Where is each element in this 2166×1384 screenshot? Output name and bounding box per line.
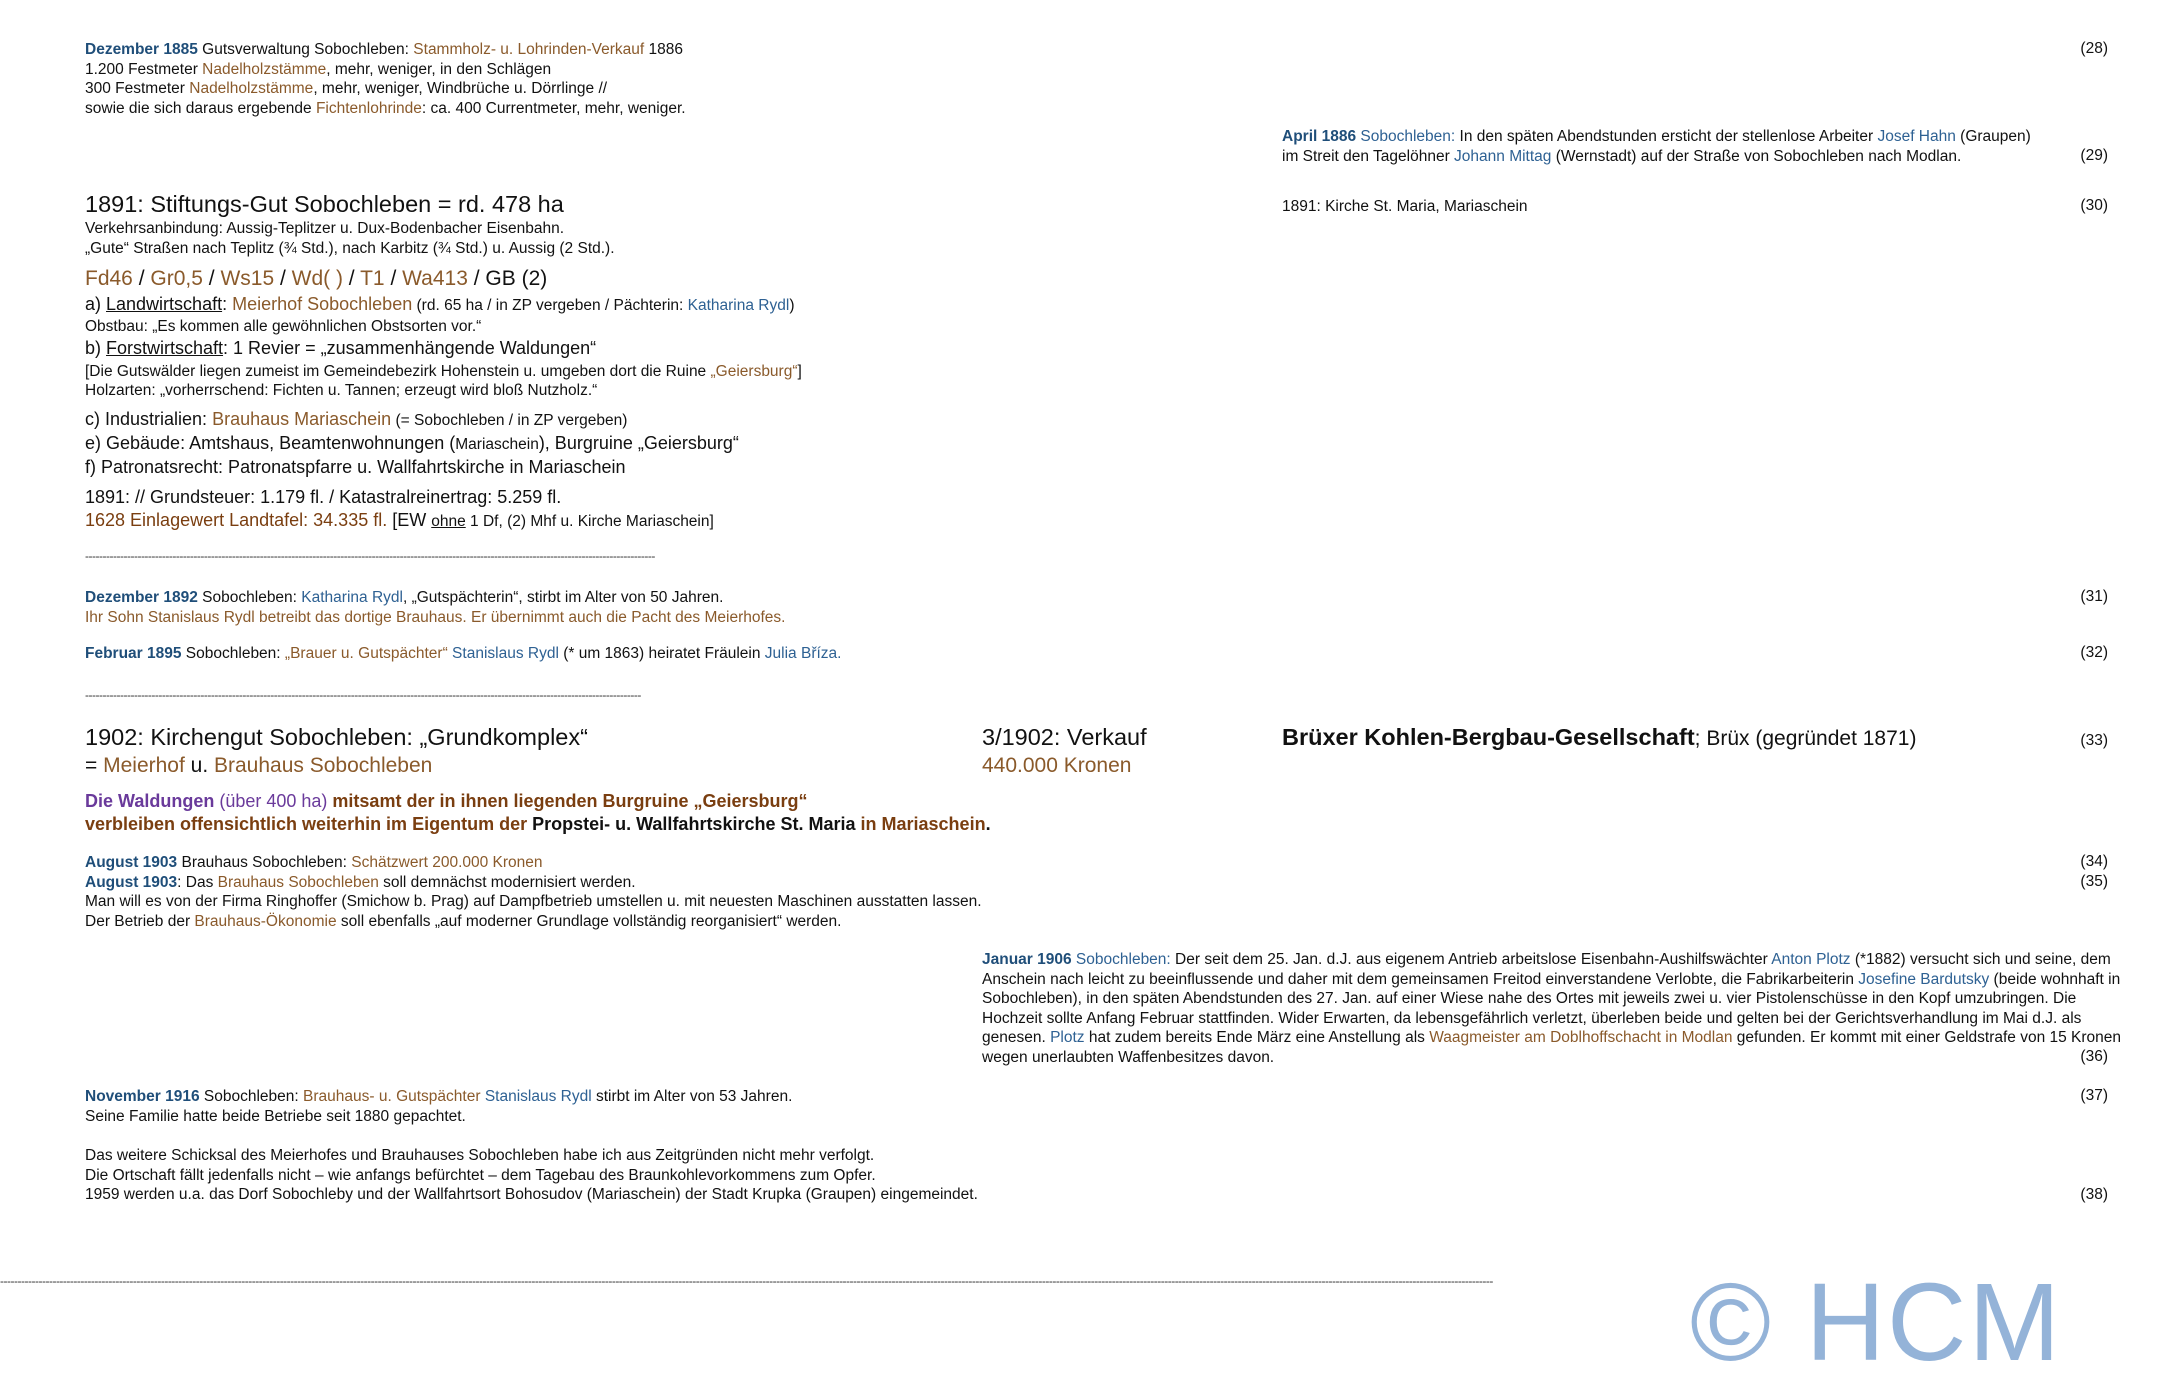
entry-highlight: Waagmeister am Doblhoffschacht in Modlan — [1429, 1029, 1733, 1046]
entry-38 — [85, 1146, 978, 1205]
entry-highlight: Ihr Sohn Stanislaus Rydl betreibt das dortige Brauhaus. Er übernimmt auch die Pacht des Meierhofes. — [85, 608, 786, 626]
code-gb: GB (2) — [485, 267, 548, 290]
entry-person: Josefine Bardutsky — [1858, 970, 1990, 988]
entry-32 — [85, 644, 841, 664]
entry-highlight: Brauhaus Sobochleben — [217, 873, 379, 891]
item-text: e) Gebäude: Amtshaus, Beamtenwohnungen ( — [85, 432, 456, 453]
entry-text: (*1882) versucht sich und seine, dem Anschein nach leicht zu beeinflussende und daher mit dem gemeinsamen Freitod einverstandene Verlobte, die Fabrikarbeiterin — [982, 951, 2111, 988]
entry-text: Seine Familie hatte beide Betriebe seit 1880 gepachtet. — [85, 1107, 466, 1125]
entry-number: (31) — [2080, 588, 2108, 605]
entry-text: sowie die sich daraus ergebende — [85, 99, 316, 117]
item-text: (= Sobochleben / in ZP vergeben) — [391, 411, 628, 429]
entry-29 — [1282, 127, 2031, 166]
entry-date: Dezember 1885 — [85, 41, 198, 58]
entry-number: (33) — [2080, 732, 2108, 749]
code-sep: / — [384, 267, 403, 290]
entry-highlight: Brauhaus- u. Gutspächter — [303, 1088, 481, 1105]
entry-text: Das weitere Schicksal des Meierhofes und Brauhauses Sobochleben habe ich aus Zeitgründen nicht mehr verfolgt. — [85, 1147, 875, 1164]
subtitle-text: = — [85, 754, 104, 777]
entry-date: Februar 1895 — [85, 645, 182, 662]
entry-text: , mehr, weniger, Windbrüche u. Dörrlinge // — [313, 80, 608, 97]
item-highlight: Meierhof Sobochleben — [232, 294, 413, 314]
forest-note — [85, 790, 991, 836]
item-label: b) — [85, 337, 107, 358]
item-person: Katharina Rydl — [687, 297, 790, 314]
entry-text: Der Betrieb der — [85, 912, 195, 930]
forest-text: in Mariaschein — [855, 814, 986, 834]
entry-text: : Das — [177, 873, 218, 891]
entry-place: Sobochleben: — [1356, 128, 1456, 145]
value-highlight: 1628 Einlagewert Landtafel: 34.335 fl. — [85, 509, 388, 530]
entry-number: (35) — [2080, 873, 2108, 890]
code-sep: / — [274, 267, 292, 290]
entry-highlight: Fichtenlohrinde — [315, 99, 422, 117]
item-text: ohne — [431, 512, 466, 530]
entry-date: Dezember 1892 — [85, 589, 198, 606]
item-heading: Landwirtschaft — [106, 294, 223, 314]
sale-price-value: 440.000 Kronen — [982, 754, 1132, 777]
item-note: [Die Gutswälder liegen zumeist im Gemeindebezirk Hohenstein u. umgeben dort die Ruine — [85, 362, 711, 380]
entry-37 — [85, 1087, 792, 1126]
section-subtitle — [85, 753, 432, 779]
entry-person: Anton Plotz — [1771, 951, 1851, 968]
forest-area: (über 400 ha) — [214, 791, 328, 811]
entry-number: (30) — [2080, 197, 2108, 214]
item-highlight: Brauhaus Mariaschein — [212, 408, 392, 429]
traffic-line: „Gute“ Straßen nach Teplitz (¾ Std.), nach Karbitz (¾ Std.) u. Aussig (2 Std.). — [85, 239, 615, 257]
code: Fd46 — [85, 267, 133, 290]
code-sep: / — [132, 267, 151, 290]
item-text: : — [222, 294, 233, 314]
section-title: 1902: Kirchengut Sobochleben: „Grundkomplex“ — [85, 724, 588, 750]
entry-highlight: „Brauer u. Gutspächter“ — [284, 645, 448, 662]
forest-owner: Propstei- u. Wallfahrtskirche St. Maria — [532, 814, 856, 834]
entry-text: gefunden. Er kommt mit einer Geldstrafe von 15 Kronen wegen unerlaubten Waffenbesitzes davon. — [982, 1029, 2122, 1066]
entry-text: im Streit den Tagelöhner — [1282, 147, 1455, 165]
entry-number: (28) — [2080, 40, 2108, 57]
entry-text: Sobochleben: — [181, 645, 285, 662]
item-text: ), Burgruine „Geiersburg“ — [538, 432, 739, 453]
item-text: Mariaschein — [455, 435, 539, 453]
entry-text: soll ebenfalls „auf moderner Grundlage vollständig reorganisiert“ werden. — [336, 912, 842, 930]
item-note: ] — [797, 362, 802, 380]
footer-separator: ------------------------------------------------------------------------------------------------------------------------------------------------------------------------------------------------------------------------------------------------------------------------------------------------------------------------------------------------------------------------------------------------------------------------------------------- — [0, 1274, 1493, 1288]
subtitle-highlight: Brauhaus Sobochleben — [214, 754, 433, 777]
code: Ws15 — [220, 267, 275, 290]
entry-person: Plotz — [1050, 1029, 1085, 1046]
entry-text: hat zudem bereits Ende März eine Anstellung als — [1084, 1029, 1430, 1046]
entry-number: (34) — [2080, 853, 2108, 870]
separator: ------------------------------------------------------------------------------------------------------------------------------------------------------------------- — [85, 549, 655, 563]
entry-text: 1886 — [644, 41, 683, 58]
entry-person: Katharina Rydl — [301, 589, 403, 606]
traffic-line: Verkehrsanbindung: Aussig-Teplitzer u. Dux-Bodenbacher Eisenbahn. — [85, 220, 565, 237]
code-sep: / — [202, 267, 221, 290]
entry-28 — [85, 40, 686, 118]
entry-date: Januar 1906 — [982, 951, 1072, 968]
forest-text: verbleiben offensichtlich weiterhin im Eigentum der — [85, 814, 533, 834]
item-label: a) — [85, 294, 107, 314]
entry-date: November 1916 — [85, 1088, 200, 1105]
buyer — [1282, 723, 1916, 753]
forest-highlight: Die Waldungen — [85, 791, 215, 811]
entry-text: Gutsverwaltung Sobochleben: — [197, 41, 414, 58]
code: Wd( ) — [291, 267, 343, 290]
entry-36 — [982, 950, 2124, 1067]
entry-text: , mehr, weniger, in den Schlägen — [326, 60, 552, 78]
item-highlight: „Geiersburg“ — [710, 362, 798, 380]
entry-text: : ca. 400 Currentmeter, mehr, weniger. — [421, 99, 686, 117]
entry-text: (Graupen) — [1955, 128, 2031, 145]
forest-text: . — [985, 814, 991, 834]
item-text: (rd. 65 ha / in ZP vergeben / Pächterin: — [412, 297, 688, 314]
entry-31 — [85, 588, 785, 627]
subtitle-text: u. — [184, 754, 214, 777]
code: Wa413 — [402, 267, 468, 290]
entry-text: soll demnächst modernisiert werden. — [378, 873, 636, 891]
code: T1 — [360, 267, 385, 290]
stift-traffic — [85, 219, 615, 258]
entry-number: (37) — [2080, 1087, 2108, 1104]
entry-number: (36) — [2080, 1048, 2108, 1065]
entry-date: August 1903 — [85, 854, 178, 871]
entry-text: Der seit dem 25. Jan. d.J. aus eigenem Antrieb arbeitslose Eisenbahn-Aushilfswächter — [1170, 951, 1772, 968]
entry-text: (* um 1863) heiratet Fräulein — [558, 645, 765, 662]
entry-text: 1.200 Festmeter — [85, 60, 203, 78]
entry-text: 1959 werden u.a. das Dorf Sobochleby und der Wallfahrtsort Bohosudov (Mariaschein) der Stadt Krupka (Graupen) eingemeindet. — [85, 1186, 978, 1203]
entry-person: Josef Hahn — [1877, 128, 1956, 145]
entry-34-35 — [85, 853, 982, 931]
stift-items — [85, 293, 802, 533]
entry-text: 300 Festmeter — [85, 80, 190, 97]
entry-number: (32) — [2080, 644, 2108, 661]
item-text: ) — [789, 297, 795, 314]
code-sep: / — [467, 267, 486, 290]
forest-text: mitsamt der in ihnen liegenden Burgruine „Geiersburg“ — [327, 791, 808, 811]
entry-text: (Wernstadt) auf der Straße von Sobochleben nach Modlan. — [1551, 147, 1962, 165]
item-text: : 1 Revier = „zusammenhängende Waldungen“ — [223, 337, 597, 358]
entry-number: (29) — [2080, 147, 2108, 164]
entry-text: (beide wohnhaft in Sobochleben), in den späten Abendstunden des 27. Jan. auf einer Wiese nahe des Ortes mit jeweils zwei u. vier Pistolenschüsse in den Kopf umzubringen. Die Hochzeit sollte Anfang Februar stattfinden. Wider Erwarten, da lebensgefährlich verletzt, überleben beide und gelten bei der Gerichtsverhandlung im Mai d.J. als genesen. — [982, 970, 2121, 1046]
stift-codes — [85, 266, 547, 292]
entry-person: Johann Mittag — [1454, 147, 1552, 165]
subtitle-highlight: Meierhof — [103, 754, 185, 777]
entry-highlight: Stammholz- u. Lohrinden-Verkauf — [413, 41, 645, 58]
item-note: Obstbau: „Es kommen alle gewöhnlichen Obstsorten vor.“ — [85, 318, 482, 335]
entry-text: , „Gutspächterin“, stirbt im Alter von 50 Jahren. — [402, 589, 724, 606]
code-sep: / — [342, 267, 361, 290]
entry-person: Stanislaus Rydl — [447, 645, 559, 662]
entry-text: Man will es von der Firma Ringhoffer (Smichow b. Prag) auf Dampfbetrieb umstellen u. mit neuesten Maschinen ausstatten lassen. — [85, 893, 982, 910]
entry-highlight: Nadelholzstämme — [202, 60, 327, 78]
entry-person: Stanislaus Rydl — [480, 1088, 592, 1105]
entry-text: Sobochleben: — [197, 589, 302, 606]
entry-highlight: Schätzwert 200.000 Kronen — [351, 854, 543, 871]
item-text: c) Industrialien: — [85, 408, 213, 429]
item-text: [EW — [387, 509, 432, 530]
entry-highlight: Nadelholzstämme — [189, 80, 314, 97]
entry-person: Julia Bříza. — [764, 645, 842, 662]
entry-text: Die Ortschaft fällt jedenfalls nicht – wie anfangs befürchtet – dem Tagebau des Braunkohlevorkommens zum Opfer. — [85, 1166, 876, 1184]
entry-date: April 1886 — [1282, 128, 1357, 145]
entry-30: 1891: Kirche St. Maria, Mariaschein — [1282, 198, 1528, 215]
item-text: f) Patronatsrecht: Patronatspfarre u. Wallfahrtskirche in Mariaschein — [85, 456, 626, 477]
item-heading: Forstwirtschaft — [106, 337, 224, 358]
buyer-detail: ; Brüx (gegründet 1871) — [1694, 727, 1917, 750]
entry-date: August 1903 — [85, 873, 178, 891]
entry-text: In den späten Abendstunden ersticht der stellenlose Arbeiter — [1455, 128, 1878, 145]
separator: --------------------------------------------------------------------------------------------------------------------------------------------------------------- — [85, 688, 641, 702]
entry-text: stirbt im Alter von 53 Jahren. — [591, 1088, 793, 1105]
section-title: 1891: Stiftungs-Gut Sobochleben = rd. 478 ha — [85, 191, 564, 217]
sale-title: 3/1902: Verkauf — [982, 724, 1147, 750]
entry-text: Brauhaus Sobochleben: — [177, 854, 352, 871]
sale-price — [982, 753, 1131, 779]
buyer-name: Brüxer Kohlen-Bergbau-Gesellschaft — [1282, 724, 1695, 750]
entry-highlight: Brauhaus-Ökonomie — [194, 912, 337, 930]
item-note: Holzarten: „vorherrschend: Fichten u. Tannen; erzeugt wird bloß Nutzholz.“ — [85, 382, 598, 399]
code: Gr0,5 — [150, 267, 203, 290]
item-text: 1 Df, (2) Mhf u. Kirche Mariaschein] — [465, 512, 714, 530]
entry-place: Sobochleben: — [1071, 951, 1171, 968]
tax-line: 1891: // Grundsteuer: 1.179 fl. / Katastralreinertrag: 5.259 fl. — [85, 486, 562, 507]
entry-number: (38) — [2080, 1186, 2108, 1203]
copyright-logo: © HCM — [1690, 1261, 2063, 1384]
entry-text: Sobochleben: — [199, 1088, 304, 1105]
